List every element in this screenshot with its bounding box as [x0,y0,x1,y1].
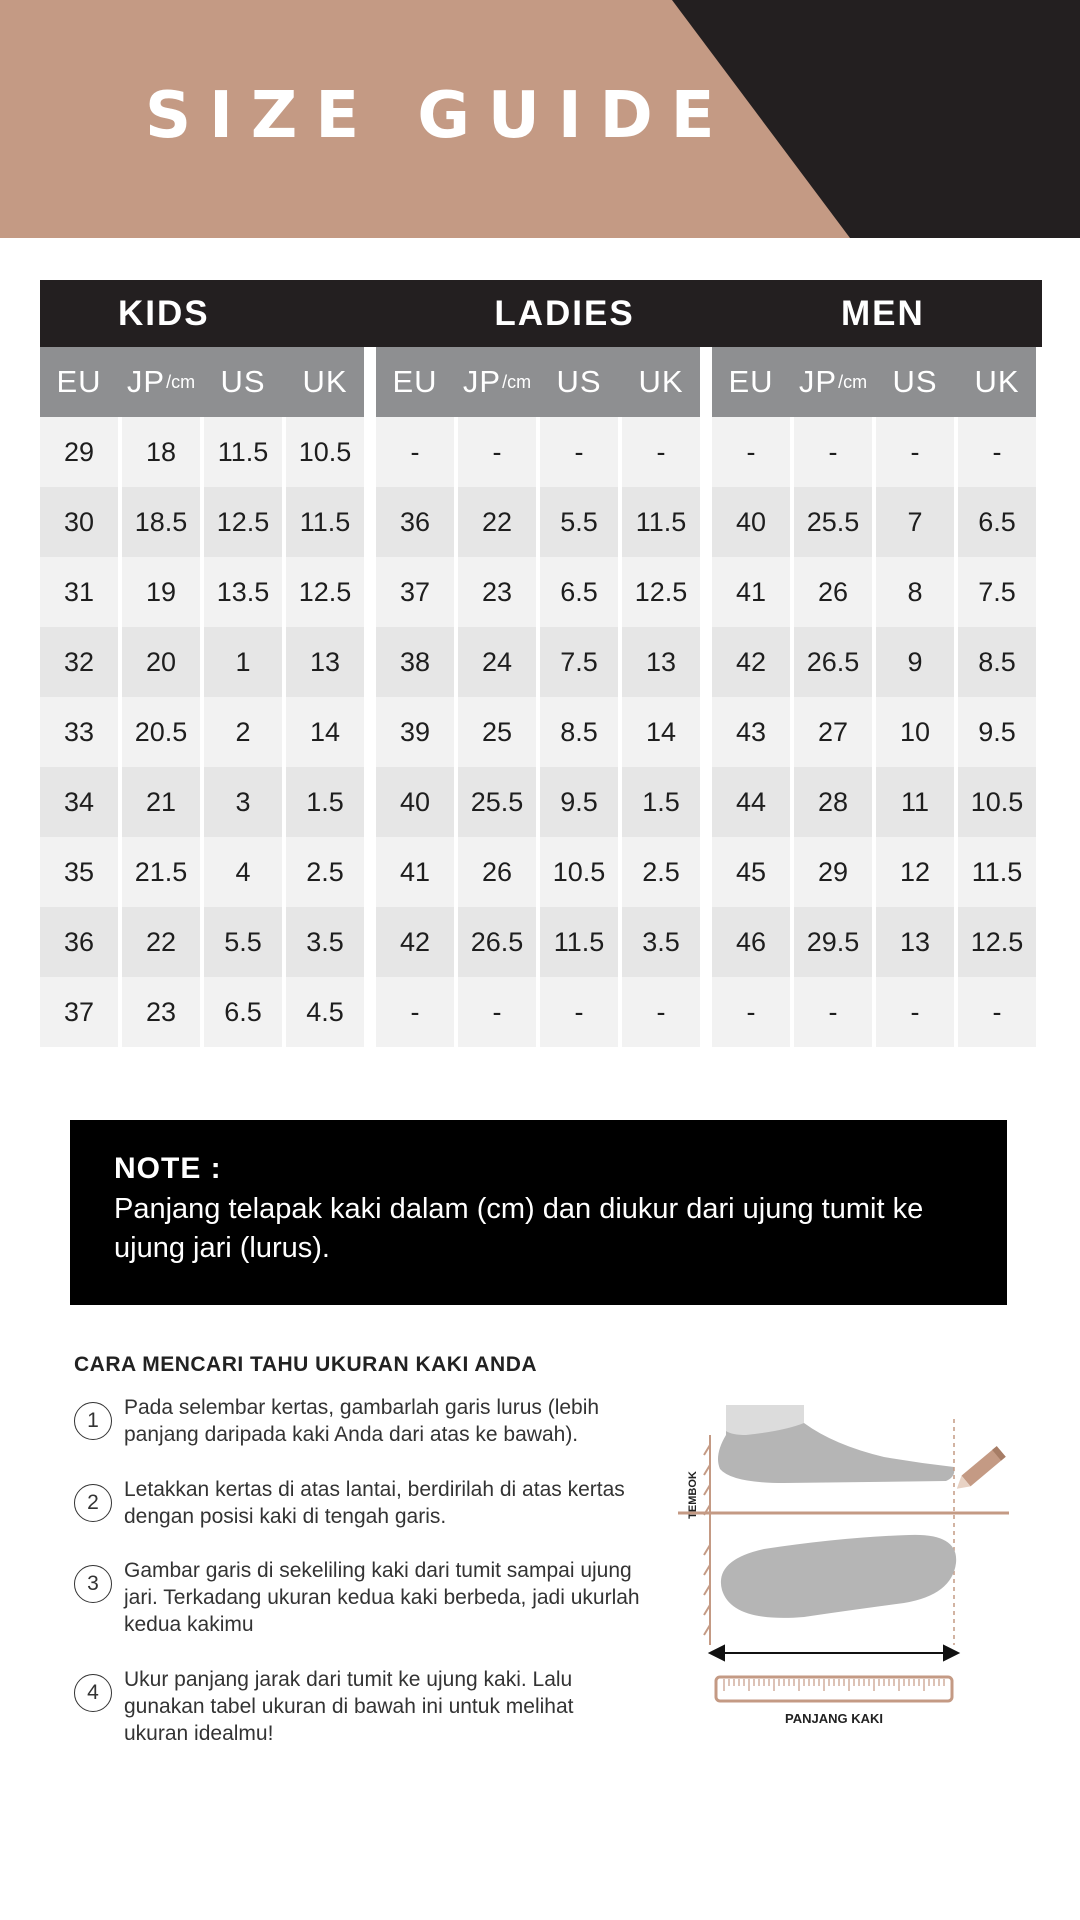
table-cell: 45 [712,837,790,907]
table-cell: 37 [376,557,454,627]
size-table [40,280,1042,1047]
foot-length-label: PANJANG KAKI [785,1711,883,1726]
table-cell: 10.5 [540,837,618,907]
col-uk: UK [302,364,348,399]
table-cell: 13 [286,627,364,697]
col-eu: EU [728,364,774,399]
table-row [40,417,1042,487]
table-cell: 2 [204,697,282,767]
step-number: 3 [74,1565,112,1603]
step-1 [74,1394,660,1448]
table-cell: - [794,417,872,487]
col-us: US [220,364,266,399]
table-cell: 12.5 [958,907,1036,977]
table-cell: 5.5 [540,487,618,557]
row-group-ladies [376,627,700,697]
step-number: 2 [74,1484,112,1522]
step-text: Letakkan kertas di atas lantai, berdirilah di atas kertas dengan posisi kaki di tengah garis. [124,1478,625,1528]
table-cell: 6.5 [540,557,618,627]
table-cell: 1.5 [286,767,364,837]
foot-sole-icon [721,1535,956,1618]
table-row [40,557,1042,627]
table-cell: - [794,977,872,1047]
table-cell: 20.5 [122,697,200,767]
table-cell: 22 [122,907,200,977]
table-cell: 18.5 [122,487,200,557]
row-group-men [712,767,1036,837]
col-jp: JP /cm [798,364,868,399]
row-group-kids [40,907,364,977]
table-cell: 14 [622,697,700,767]
ruler-icon [716,1677,952,1701]
table-cell: 30 [40,487,118,557]
table-cell: 19 [122,557,200,627]
col-us: US [556,364,602,399]
table-cell: 29.5 [794,907,872,977]
step-2 [74,1476,634,1530]
column-header-row [40,347,1042,417]
row-group-kids [40,557,364,627]
table-cell: - [540,977,618,1047]
table-cell: 37 [40,977,118,1047]
table-cell: 13.5 [204,557,282,627]
table-cell: 25.5 [458,767,536,837]
row-group-kids [40,697,364,767]
table-cell: 29 [40,417,118,487]
table-cell: 40 [712,487,790,557]
note-box [70,1120,1007,1305]
row-group-men [712,627,1036,697]
group-title-men: MEN [840,293,925,333]
page-title: SIZE GUIDE [145,79,733,153]
table-cell: 13 [622,627,700,697]
table-cell: 23 [122,977,200,1047]
table-cell: 3 [204,767,282,837]
step-3 [74,1557,642,1638]
table-cell: 26 [794,557,872,627]
col-uk: UK [974,364,1020,399]
table-cell: 11 [876,767,954,837]
table-cell: 25 [458,697,536,767]
table-cell: 26.5 [794,627,872,697]
table-cell: 12.5 [286,557,364,627]
row-group-ladies [376,487,700,557]
row-group-ladies [376,837,700,907]
table-cell: 42 [376,907,454,977]
header-banner [0,0,1080,238]
table-cell: - [712,977,790,1047]
howto-title: CARA MENCARI TAHU UKURAN KAKI ANDA [74,1353,538,1376]
table-cell: 29 [794,837,872,907]
table-cell: - [458,977,536,1047]
table-cell: 42 [712,627,790,697]
table-cell: 2.5 [622,837,700,907]
group-title-kids: KIDS [117,293,210,333]
row-group-kids [40,417,364,487]
table-cell: 11.5 [622,487,700,557]
table-cell: 25.5 [794,487,872,557]
row-group-ladies [376,697,700,767]
table-cell: 12.5 [622,557,700,627]
col-jp: JP /cm [462,364,532,399]
table-cell: 23 [458,557,536,627]
table-cell: 1.5 [622,767,700,837]
table-cell: 10 [876,697,954,767]
table-cell: 38 [376,627,454,697]
table-row [40,767,1042,837]
table-cell: 22 [458,487,536,557]
table-cell: 11.5 [958,837,1036,907]
table-cell: 36 [376,487,454,557]
row-group-ladies [376,977,700,1047]
table-cell: - [376,977,454,1047]
table-cell: 31 [40,557,118,627]
table-cell: 28 [794,767,872,837]
row-group-kids [40,767,364,837]
table-cell: - [458,417,536,487]
step-text: Gambar garis di sekeliling kaki dari tumit sampai ujung jari. Terkadang ukuran kedua kaki berbeda, jadi ukurlah kedua kakimu [124,1559,640,1636]
row-group-ladies [376,907,700,977]
table-cell: 46 [712,907,790,977]
table-cell: 18 [122,417,200,487]
table-cell: 26.5 [458,907,536,977]
step-text: Pada selembar kertas, gambarlah garis lurus (lebih panjang daripada kaki Anda dari atas ke bawah). [124,1396,600,1446]
col-eu: EU [56,364,102,399]
table-cell: 1 [204,627,282,697]
table-cell: 33 [40,697,118,767]
table-cell: 8.5 [958,627,1036,697]
table-cell: - [876,977,954,1047]
wall-hatch [704,1435,710,1645]
table-cell: 4 [204,837,282,907]
table-cell: 12 [876,837,954,907]
table-cell: 41 [712,557,790,627]
row-group-ladies [376,767,700,837]
table-cell: 14 [286,697,364,767]
table-cell: 13 [876,907,954,977]
table-cell: - [540,417,618,487]
table-row [40,977,1042,1047]
table-cell: 39 [376,697,454,767]
table-cell: 32 [40,627,118,697]
table-cell: - [958,417,1036,487]
table-cell: 9.5 [958,697,1036,767]
column-headers-kids [40,347,364,417]
table-cell: 24 [458,627,536,697]
table-cell: - [622,417,700,487]
column-headers-ladies [376,347,700,417]
table-row [40,907,1042,977]
foot-measure-illustration [674,1395,1014,1735]
table-cell: 26 [458,837,536,907]
step-number: 4 [74,1674,112,1712]
table-cell: 41 [376,837,454,907]
col-eu: EU [392,364,438,399]
table-row [40,627,1042,697]
row-group-men [712,417,1036,487]
table-cell: 6.5 [958,487,1036,557]
foot-side-icon [718,1405,954,1483]
column-headers-men [712,347,1036,417]
table-cell: 21 [122,767,200,837]
row-group-men [712,907,1036,977]
table-cell: - [622,977,700,1047]
table-cell: - [376,417,454,487]
col-jp: JP /cm [126,364,196,399]
table-cell: 27 [794,697,872,767]
table-cell: 5.5 [204,907,282,977]
row-group-ladies [376,417,700,487]
table-cell: 20 [122,627,200,697]
note-title: NOTE : [114,1152,222,1185]
table-cell: 21.5 [122,837,200,907]
row-group-men [712,557,1036,627]
table-cell: 9 [876,627,954,697]
col-us: US [892,364,938,399]
table-cell: 11.5 [540,907,618,977]
table-cell: 11.5 [286,487,364,557]
length-arrow [710,1646,958,1660]
table-row [40,837,1042,907]
wall-label: TEMBOK [687,1471,699,1519]
table-cell: 2.5 [286,837,364,907]
table-cell: 9.5 [540,767,618,837]
col-uk: UK [638,364,684,399]
row-group-kids [40,627,364,697]
table-cell: - [712,417,790,487]
table-cell: - [958,977,1036,1047]
group-title-ladies: LADIES [494,293,635,333]
group-header-row [40,280,1042,347]
table-cell: 8 [876,557,954,627]
row-group-kids [40,487,364,557]
table-cell: 34 [40,767,118,837]
table-row [40,487,1042,557]
table-row [40,697,1042,767]
row-group-ladies [376,557,700,627]
table-body [40,417,1042,1047]
table-cell: 7.5 [958,557,1036,627]
table-cell: 36 [40,907,118,977]
table-cell: 7 [876,487,954,557]
table-cell: - [876,417,954,487]
table-cell: 43 [712,697,790,767]
row-group-men [712,977,1036,1047]
step-4 [74,1666,642,1747]
table-cell: 12.5 [204,487,282,557]
table-cell: 10.5 [958,767,1036,837]
table-cell: 11.5 [204,417,282,487]
table-cell: 44 [712,767,790,837]
row-group-men [712,697,1036,767]
table-cell: 7.5 [540,627,618,697]
pencil-icon [952,1446,1005,1494]
row-group-kids [40,977,364,1047]
step-number: 1 [74,1402,112,1440]
table-cell: 40 [376,767,454,837]
row-group-men [712,837,1036,907]
row-group-men [712,487,1036,557]
step-text: Ukur panjang jarak dari tumit ke ujung kaki. Lalu gunakan tabel ukuran di bawah ini untuk melihat ukuran idealmu! [124,1668,574,1745]
note-text: Panjang telapak kaki dalam (cm) dan diukur dari ujung tumit ke ujung jari (lurus). [114,1193,924,1264]
table-cell: 8.5 [540,697,618,767]
table-cell: 3.5 [286,907,364,977]
table-cell: 6.5 [204,977,282,1047]
table-cell: 4.5 [286,977,364,1047]
row-group-kids [40,837,364,907]
table-cell: 3.5 [622,907,700,977]
table-cell: 35 [40,837,118,907]
table-cell: 10.5 [286,417,364,487]
